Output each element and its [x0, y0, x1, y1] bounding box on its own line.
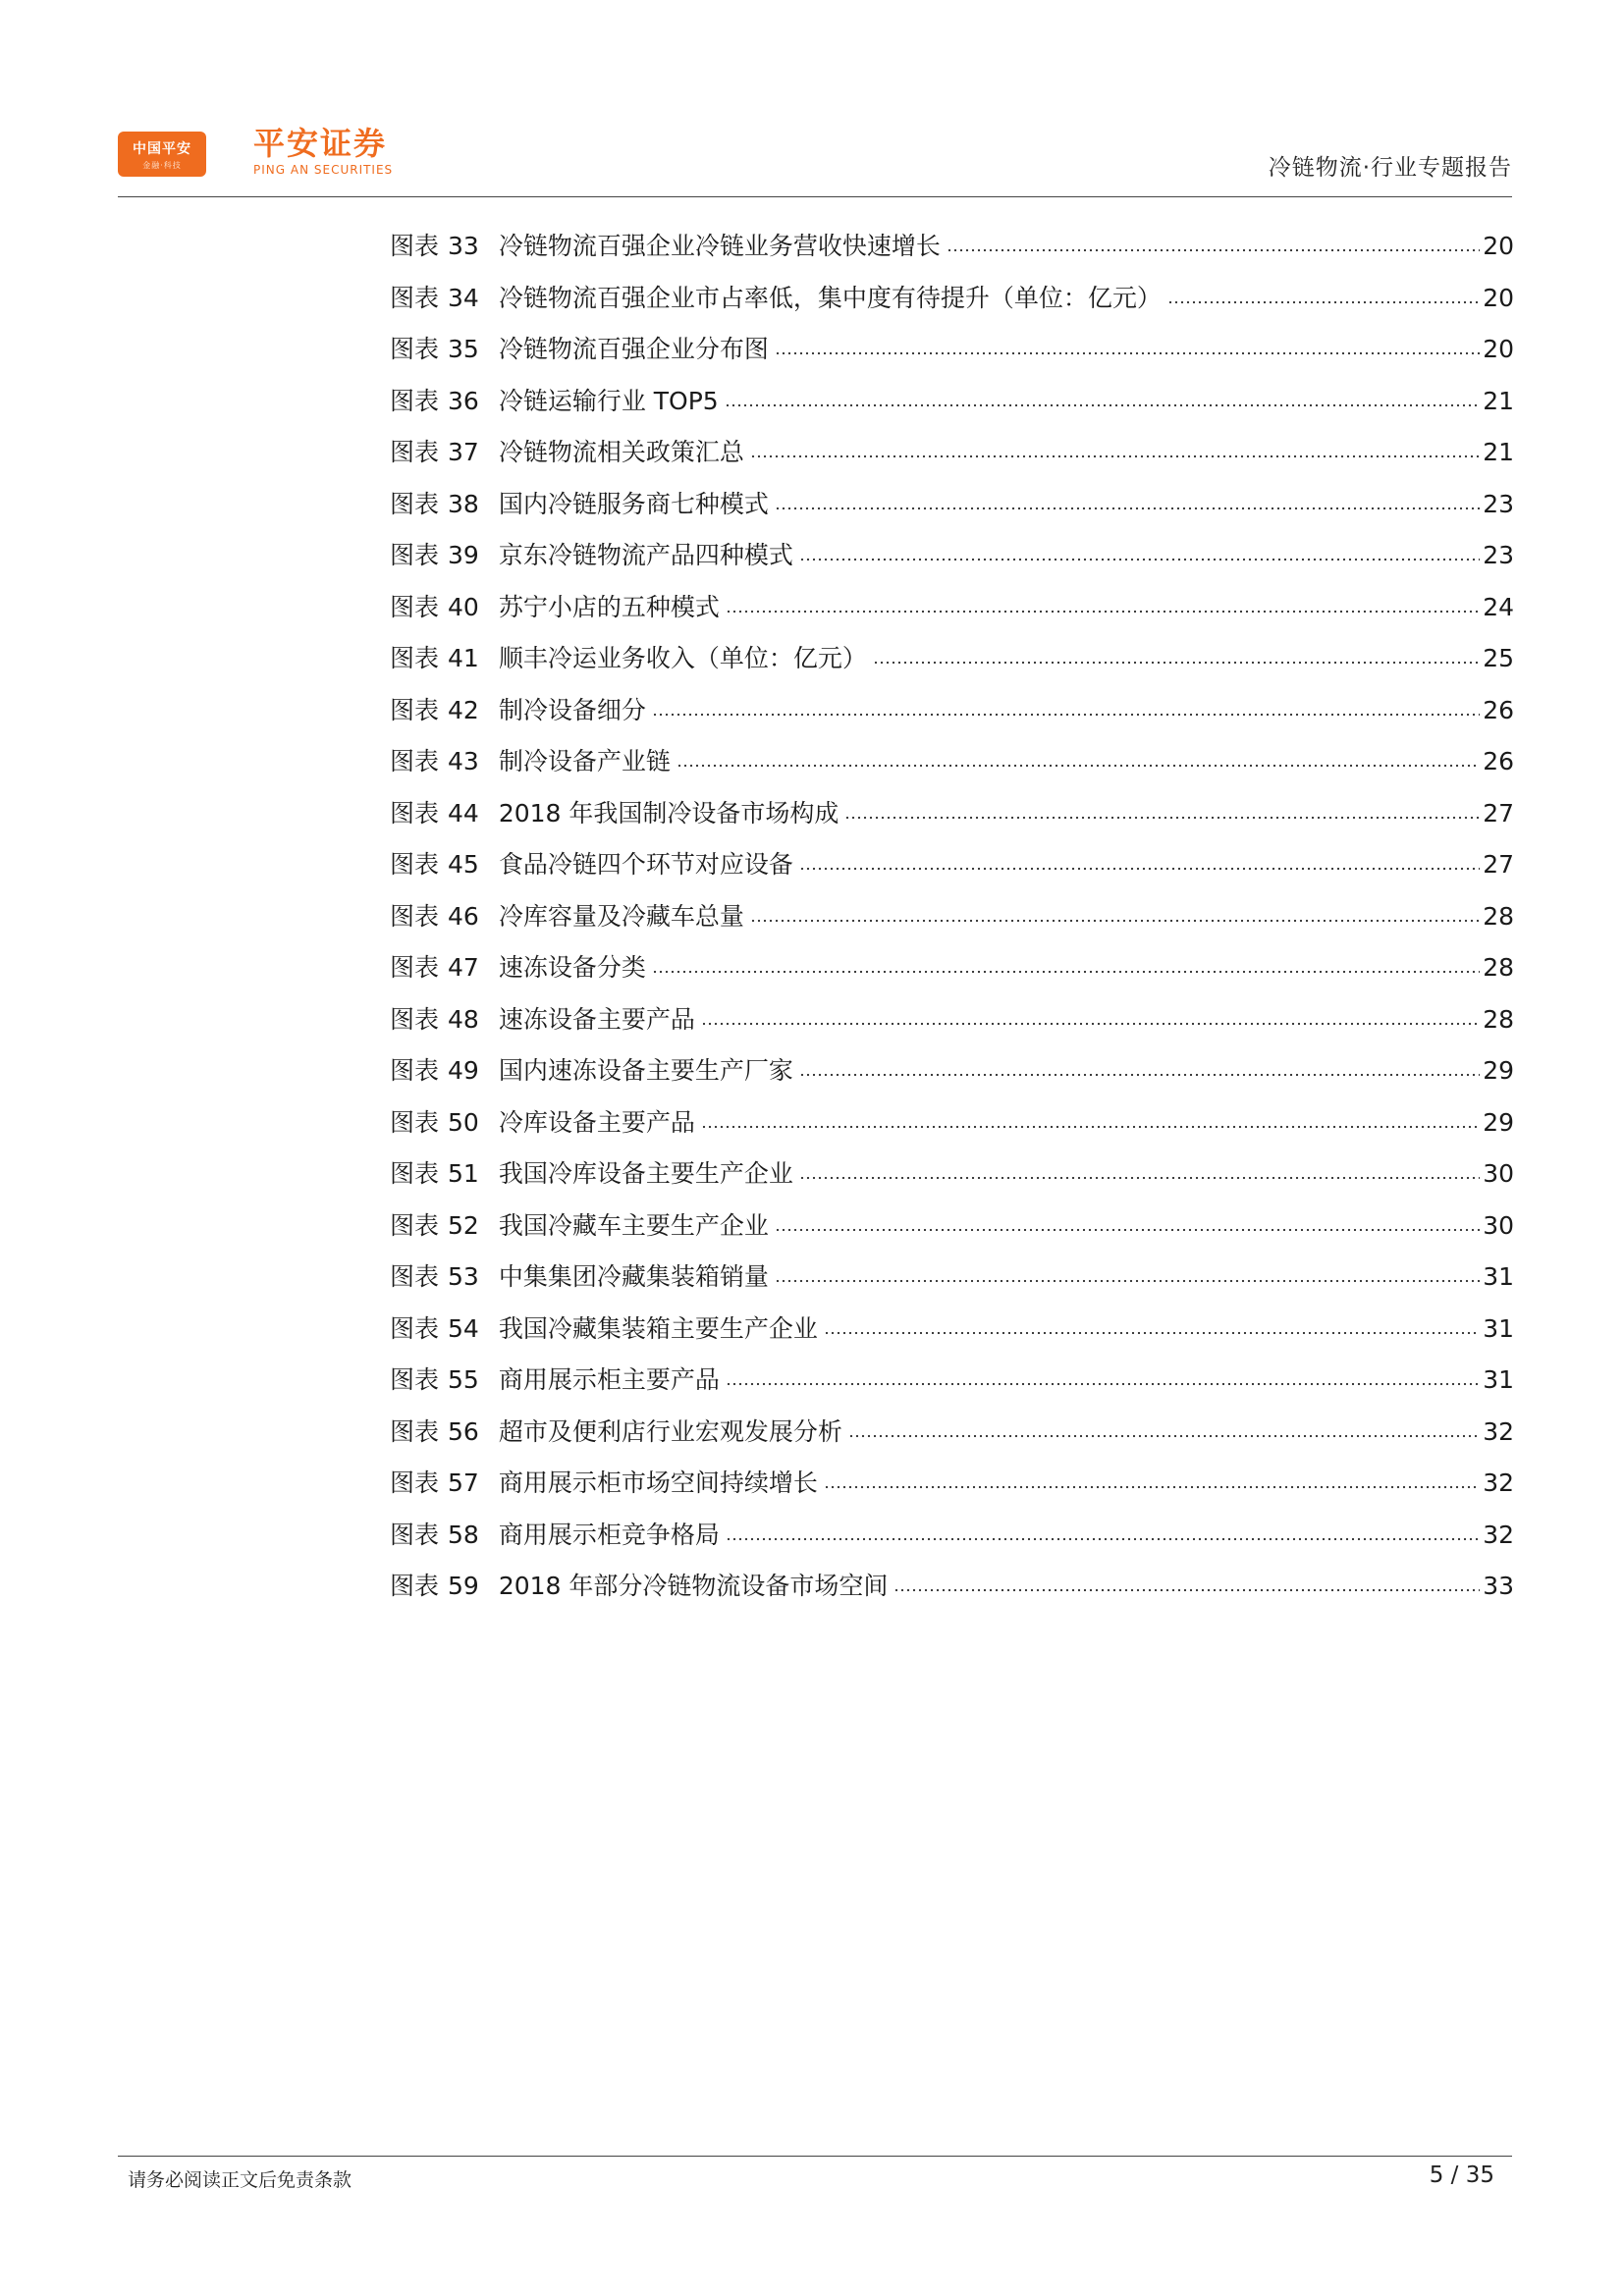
toc-entry-number: 37	[448, 438, 479, 466]
toc-entry-page: 20	[1483, 283, 1514, 312]
toc-entry-number: 35	[448, 335, 479, 363]
pingan-logo-badge	[118, 132, 206, 177]
toc-entry-label: 图表	[390, 953, 440, 982]
toc-entry-title: 商用展示柜竞争格局	[498, 1520, 720, 1549]
toc-dot-leader	[844, 816, 1480, 820]
toc-dot-leader	[893, 1588, 1480, 1592]
toc-entry[interactable]	[390, 1417, 1514, 1469]
toc-entry[interactable]	[390, 1365, 1514, 1417]
toc-entry[interactable]	[390, 902, 1514, 954]
toc-entry-number: 44	[448, 798, 479, 828]
toc-entry-page: 20	[1483, 232, 1514, 260]
toc-entry[interactable]	[390, 1056, 1514, 1108]
toc-entry[interactable]	[390, 1314, 1514, 1366]
toc-entry[interactable]	[390, 1572, 1514, 1624]
toc-entry-number: 45	[448, 850, 479, 879]
toc-entry-title: 冷链物流百强企业分布图	[498, 335, 769, 363]
toc-dot-leader	[750, 454, 1480, 458]
toc-dot-leader	[750, 919, 1480, 923]
toc-entry-title: 冷链物流百强企业市占率低，集中度有待提升（单位：亿元）	[498, 283, 1162, 312]
toc-entry-title: 国内冷链服务商七种模式	[498, 489, 769, 518]
toc-dot-leader	[726, 1537, 1480, 1541]
header-divider	[118, 196, 1512, 197]
toc-entry-title: 中集集团冷藏集装箱销量	[498, 1262, 769, 1291]
toc-entry-number: 52	[448, 1210, 479, 1240]
toc-entry-label: 图表	[390, 850, 440, 879]
toc-entry-title: 速冻设备分类	[498, 953, 646, 982]
toc-entry[interactable]	[390, 593, 1514, 645]
toc-entry-label: 图表	[390, 232, 440, 260]
toc-entry-label: 图表	[390, 1416, 440, 1446]
toc-entry-number: 39	[448, 541, 479, 569]
logo-english-name: PING AN SECURITIES	[253, 163, 394, 177]
toc-entry[interactable]	[390, 284, 1514, 336]
toc-entry-title: 制冷设备产业链	[498, 747, 671, 775]
toc-entry-title: 苏宁小店的五种模式	[498, 592, 720, 621]
toc-entry-label: 图表	[390, 592, 440, 621]
toc-dot-leader	[1167, 300, 1480, 304]
toc-entry-title: 制冷设备细分	[498, 695, 646, 724]
logo-badge-sub-text: 金融·科技	[142, 161, 182, 170]
toc-entry-page: 29	[1483, 1056, 1514, 1085]
toc-entry-page: 31	[1483, 1365, 1514, 1394]
toc-dot-leader	[799, 867, 1480, 871]
toc-entry-number: 34	[448, 283, 479, 312]
toc-entry-title: 商用展示柜市场空间持续增长	[498, 1468, 818, 1497]
toc-entry-page: 23	[1483, 541, 1514, 569]
toc-entry-title: 超市及便利店行业宏观发展分析	[498, 1416, 842, 1446]
toc-entry-label: 图表	[390, 1004, 440, 1034]
toc-entry-title: 我国冷库设备主要生产企业	[498, 1159, 793, 1188]
toc-entry-title: 国内速冻设备主要生产厂家	[498, 1056, 793, 1085]
toc-entry-page: 21	[1483, 386, 1514, 415]
footer-divider	[118, 2156, 1512, 2157]
toc-entry-label: 图表	[390, 1365, 440, 1394]
toc-dot-leader	[725, 403, 1480, 407]
toc-entry-title: 顺丰冷运业务收入（单位：亿元）	[498, 644, 867, 672]
toc-dot-leader	[652, 970, 1480, 974]
toc-entry[interactable]	[390, 490, 1514, 542]
toc-entry[interactable]	[390, 1159, 1514, 1211]
toc-entry-label: 图表	[390, 644, 440, 672]
toc-entry-label: 图表	[390, 335, 440, 363]
toc-entry-number: 54	[448, 1313, 479, 1343]
toc-entry[interactable]	[390, 335, 1514, 387]
toc-dot-leader	[701, 1125, 1480, 1129]
toc-dot-leader	[873, 661, 1480, 665]
toc-entry-label: 图表	[390, 1056, 440, 1085]
toc-entry[interactable]	[390, 232, 1514, 284]
toc-entry[interactable]	[390, 1005, 1514, 1057]
toc-entry-label: 图表	[390, 1313, 440, 1343]
toc-entry-page: 30	[1483, 1210, 1514, 1240]
toc-entry[interactable]	[390, 541, 1514, 593]
toc-entry-page: 25	[1483, 644, 1514, 672]
toc-entry-title: 商用展示柜主要产品	[498, 1365, 720, 1394]
toc-entry-page: 27	[1483, 850, 1514, 879]
toc-entry-page: 31	[1483, 1313, 1514, 1343]
toc-entry-number: 59	[448, 1572, 479, 1600]
toc-entry[interactable]	[390, 696, 1514, 748]
toc-entry-page: 28	[1483, 901, 1514, 931]
toc-dot-leader	[677, 764, 1480, 768]
toc-entry-label: 图表	[390, 1210, 440, 1240]
toc-dot-leader	[799, 1176, 1480, 1180]
toc-entry-title: 冷链运输行业 TOP5	[498, 386, 719, 415]
toc-dot-leader	[947, 248, 1480, 252]
toc-entry-title: 食品冷链四个环节对应设备	[498, 850, 793, 879]
toc-entry-page: 28	[1483, 953, 1514, 982]
disclaimer-note: 请务必阅读正文后免责条款	[128, 2169, 352, 2191]
toc-entry[interactable]	[390, 1468, 1514, 1521]
toc-entry-number: 38	[448, 489, 479, 518]
toc-entry-label: 图表	[390, 747, 440, 775]
toc-entry-page: 27	[1483, 798, 1514, 828]
report-title: 冷链物流·行业专题报告	[1268, 155, 1512, 181]
toc-entry-page: 28	[1483, 1004, 1514, 1034]
toc-entry-title: 京东冷链物流产品四种模式	[498, 541, 793, 569]
toc-entry-number: 51	[448, 1159, 479, 1188]
toc-dot-leader	[701, 1022, 1480, 1026]
logo-badge-main-text: 中国平安	[133, 141, 191, 157]
toc-entry-number: 56	[448, 1416, 479, 1446]
toc-entry-label: 图表	[390, 541, 440, 569]
toc-entry-number: 43	[448, 747, 479, 775]
page-header	[118, 126, 1512, 198]
toc-entry-number: 47	[448, 953, 479, 982]
toc-entry[interactable]	[390, 1211, 1514, 1263]
toc-entry-label: 图表	[390, 1159, 440, 1188]
toc-entry-page: 23	[1483, 489, 1514, 518]
toc-dot-leader	[652, 713, 1480, 717]
toc-entry[interactable]	[390, 438, 1514, 490]
toc-entry-title: 2018 年部分冷链物流设备市场空间	[498, 1572, 889, 1600]
toc-entry-number: 48	[448, 1004, 479, 1034]
toc-entry[interactable]	[390, 1108, 1514, 1160]
toc-entry-label: 图表	[390, 1107, 440, 1137]
toc-entry-label: 图表	[390, 695, 440, 724]
toc-entry-title: 冷链物流相关政策汇总	[498, 438, 744, 466]
toc-entry-title: 冷库容量及冷藏车总量	[498, 901, 744, 931]
toc-entry[interactable]	[390, 747, 1514, 799]
toc-dot-leader	[799, 1073, 1480, 1077]
toc-entry-page: 21	[1483, 438, 1514, 466]
toc-entry-label: 图表	[390, 386, 440, 415]
toc-entry-label: 图表	[390, 283, 440, 312]
company-logo-text	[253, 126, 393, 177]
toc-entry-title: 我国冷藏集装箱主要生产企业	[498, 1313, 818, 1343]
toc-entry-page: 20	[1483, 335, 1514, 363]
toc-entry-page: 29	[1483, 1107, 1514, 1137]
toc-entry-label: 图表	[390, 901, 440, 931]
toc-entry-page: 32	[1483, 1416, 1514, 1446]
toc-entry-page: 24	[1483, 592, 1514, 621]
toc-entry-title: 2018 年我国制冷设备市场构成	[498, 798, 839, 828]
toc-entry[interactable]	[390, 387, 1514, 439]
toc-entry-page: 26	[1483, 747, 1514, 775]
toc-entry[interactable]	[390, 953, 1514, 1005]
toc-entry-number: 49	[448, 1056, 479, 1085]
toc-dot-leader	[775, 351, 1480, 355]
toc-entry-title: 我国冷藏车主要生产企业	[498, 1210, 769, 1240]
toc-dot-leader	[775, 1228, 1480, 1232]
toc-entry-title: 冷库设备主要产品	[498, 1107, 695, 1137]
toc-dot-leader	[848, 1434, 1480, 1438]
toc-dot-leader	[775, 507, 1480, 510]
toc-entry-number: 57	[448, 1468, 479, 1497]
toc-entry-label: 图表	[390, 1572, 440, 1600]
page-number: 5 / 35	[1429, 2163, 1494, 2188]
toc-entry-page: 32	[1483, 1520, 1514, 1549]
toc-entry[interactable]	[390, 799, 1514, 851]
toc-entry-number: 55	[448, 1365, 479, 1394]
toc-entry-label: 图表	[390, 798, 440, 828]
toc-dot-leader	[799, 558, 1480, 561]
toc-entry-number: 41	[448, 644, 479, 672]
toc-entry-label: 图表	[390, 1468, 440, 1497]
toc-entry-page: 31	[1483, 1262, 1514, 1291]
toc-entry-number: 33	[448, 232, 479, 260]
logo-chinese-name: 平安证券	[253, 125, 388, 162]
toc-entry-label: 图表	[390, 1520, 440, 1549]
toc-entry-number: 53	[448, 1262, 479, 1291]
toc-entry-label: 图表	[390, 489, 440, 518]
toc-entry[interactable]	[390, 850, 1514, 902]
toc-entry[interactable]	[390, 1521, 1514, 1573]
toc-entry-page: 32	[1483, 1468, 1514, 1497]
toc-dot-leader	[726, 610, 1480, 614]
toc-entry-number: 50	[448, 1107, 479, 1137]
toc-entry-page: 26	[1483, 695, 1514, 724]
toc-entry[interactable]	[390, 1262, 1514, 1314]
toc-dot-leader	[775, 1279, 1480, 1283]
toc-entry-number: 40	[448, 592, 479, 621]
toc-entry-number: 42	[448, 695, 479, 724]
toc-entry-title: 速冻设备主要产品	[498, 1004, 695, 1034]
toc-entry-number: 46	[448, 901, 479, 931]
toc-entry-title: 冷链物流百强企业冷链业务营收快速增长	[498, 232, 941, 260]
toc-entry-label: 图表	[390, 1262, 440, 1291]
toc-dot-leader	[824, 1485, 1480, 1489]
figure-list	[390, 232, 1514, 1624]
toc-entry[interactable]	[390, 644, 1514, 696]
toc-entry-number: 36	[448, 386, 479, 415]
toc-dot-leader	[726, 1382, 1480, 1386]
toc-entry-number: 58	[448, 1520, 479, 1549]
toc-entry-page: 30	[1483, 1159, 1514, 1188]
toc-entry-page: 33	[1483, 1572, 1514, 1600]
toc-dot-leader	[824, 1331, 1480, 1335]
toc-entry-label: 图表	[390, 438, 440, 466]
